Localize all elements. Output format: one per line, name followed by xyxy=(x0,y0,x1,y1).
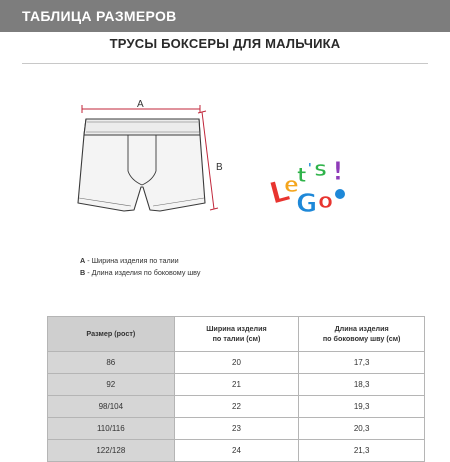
legend-key: В xyxy=(80,268,86,277)
cell-size: 92 xyxy=(48,374,175,396)
product-title: ТРУСЫ БОКСЕРЫ ДЛЯ МАЛЬЧИКА xyxy=(109,36,341,51)
label-b: В xyxy=(216,162,223,173)
header-size-label: Размер (рост) xyxy=(86,329,136,338)
cell-length: 18,3 xyxy=(299,374,425,396)
header-waist-width xyxy=(174,317,299,352)
cell-size: 86 xyxy=(48,352,175,374)
header-bar xyxy=(0,0,450,32)
legend-key: А xyxy=(80,256,86,265)
header-line: по боковому шву (см) xyxy=(322,334,401,343)
cell-length: 19,3 xyxy=(299,396,425,418)
table-row xyxy=(48,396,425,418)
header-line: Ширина изделия xyxy=(206,324,267,333)
svg-text:e: e xyxy=(284,173,299,198)
table-row xyxy=(48,374,425,396)
cell-size: 110/116 xyxy=(48,418,175,440)
svg-text:!: ! xyxy=(332,157,344,187)
cell-length: 17,3 xyxy=(299,352,425,374)
measurement-legend xyxy=(80,255,200,279)
legend-item-a xyxy=(80,255,200,267)
svg-text:o: o xyxy=(318,189,334,214)
table-row xyxy=(48,352,425,374)
svg-text:t: t xyxy=(297,163,307,187)
table-header-row xyxy=(48,317,425,352)
header-title: ТАБЛИЦА РАЗМЕРОВ xyxy=(22,8,177,24)
label-a: А xyxy=(137,99,144,110)
table-row xyxy=(48,418,425,440)
lets-go-logo-art xyxy=(270,152,360,220)
svg-text:s: s xyxy=(314,157,328,182)
cell-length: 21,3 xyxy=(299,440,425,462)
cell-waist: 24 xyxy=(174,440,299,462)
boxer-drawing xyxy=(0,85,450,255)
cell-size: 98/104 xyxy=(48,396,175,418)
svg-text:G: G xyxy=(296,189,318,219)
legend-text: - Длина изделия по боковому шву xyxy=(85,268,201,277)
cell-length: 20,3 xyxy=(299,418,425,440)
legend-text: - Ширина изделия по талии xyxy=(85,256,179,265)
legend-item-b xyxy=(80,267,200,279)
cell-size: 122/128 xyxy=(48,440,175,462)
title-divider xyxy=(22,63,428,64)
table-row xyxy=(48,440,425,462)
header-size xyxy=(48,317,175,352)
svg-text:': ' xyxy=(308,161,312,175)
boxer-diagram xyxy=(0,85,450,255)
cell-waist: 20 xyxy=(174,352,299,374)
svg-text:L: L xyxy=(270,173,294,212)
cell-waist: 22 xyxy=(174,396,299,418)
cell-waist: 21 xyxy=(174,374,299,396)
header-line: Длина изделия xyxy=(334,324,389,333)
header-side-length xyxy=(299,317,425,352)
cell-waist: 23 xyxy=(174,418,299,440)
size-table xyxy=(47,316,425,462)
header-line: по талии (см) xyxy=(212,334,261,343)
lets-go-logo xyxy=(270,152,360,220)
